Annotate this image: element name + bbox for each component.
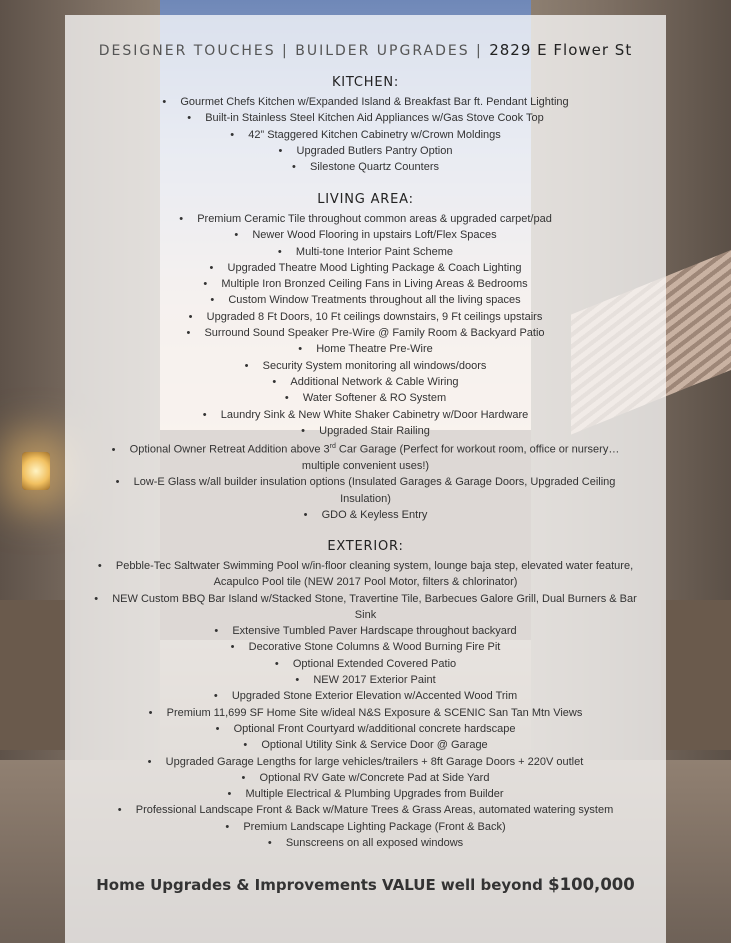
bullet: • — [230, 641, 235, 654]
list-item — [65, 721, 666, 737]
item-text: Optional RV Gate w/Concrete Pad at Side Yard — [259, 771, 490, 784]
bullet: • — [225, 820, 230, 833]
item-text: NEW 2017 Exterior Paint — [313, 674, 436, 687]
bullet: • — [244, 359, 249, 372]
kitchen-section — [65, 74, 666, 175]
list-item — [65, 374, 666, 390]
item-text: Newer Wood Flooring in upstairs Loft/Flex Spaces — [252, 229, 497, 242]
list-item — [65, 591, 666, 624]
list-item — [65, 159, 666, 175]
list-item-owner-retreat — [65, 439, 666, 474]
item-text: Pebble-Tec Saltwater Swimming Pool w/in-floor cleaning system, lounge baja step, elevated water feature, Acapulco Pool tile (NEW 2017 Pool Motor, filters & chlorinator) — [115, 560, 634, 589]
bullet: • — [94, 592, 99, 605]
bullet: • — [147, 755, 152, 768]
header-title: DESIGNER TOUCHES | BUILDER UPGRADES | — [98, 43, 483, 59]
list-item — [65, 227, 666, 243]
wall-lamp — [22, 452, 50, 490]
exterior-section — [65, 538, 666, 851]
bullet: • — [227, 788, 232, 801]
list-item — [65, 407, 666, 423]
bullet: • — [284, 392, 289, 405]
bullet: • — [115, 476, 120, 489]
content-panel — [65, 15, 666, 943]
stone-column-right — [661, 600, 731, 750]
item-text: Multiple Electrical & Plumbing Upgrades from Builder — [245, 788, 504, 801]
bullet: • — [162, 96, 167, 108]
bullet: • — [202, 408, 207, 421]
list-item — [65, 835, 666, 851]
item-text-superscript: rd — [329, 443, 336, 451]
stone-column-left — [0, 600, 70, 750]
bullet: • — [209, 261, 214, 274]
item-text: Additional Network & Cable Wiring — [290, 375, 459, 388]
item-text: NEW Custom BBQ Bar Island w/Stacked Stone, Travertine Tile, Barbecues Galore Grill, Dual Burners & Bar Sink — [112, 592, 637, 621]
list-item — [65, 705, 666, 721]
bullet: • — [215, 722, 220, 735]
bullet: • — [188, 310, 193, 323]
list-item — [65, 754, 666, 770]
bullet: • — [213, 690, 218, 703]
item-text: Water Softener & RO System — [302, 392, 447, 405]
bullet: • — [187, 112, 192, 125]
list-item — [65, 770, 666, 786]
header-address: 2829 E Flower St — [489, 41, 633, 59]
bullet: • — [278, 144, 283, 157]
page-header — [65, 41, 666, 59]
exterior-list — [65, 558, 666, 851]
bullet: • — [291, 161, 296, 174]
item-text: Sunscreens on all exposed windows — [285, 837, 464, 850]
list-item — [65, 390, 666, 406]
bullet: • — [277, 245, 282, 258]
list-item — [65, 309, 666, 325]
bullet: • — [274, 657, 279, 670]
list-item — [65, 786, 666, 802]
list-item — [65, 276, 666, 292]
bullet: • — [186, 327, 191, 340]
item-text: Multi-tone Interior Paint Scheme — [295, 245, 454, 258]
list-item — [65, 672, 666, 688]
list-item — [65, 110, 666, 126]
list-item — [65, 127, 666, 143]
footer-summary — [65, 875, 666, 894]
item-text: Extensive Tumbled Paver Hardscape throughout backyard — [232, 625, 517, 638]
list-item — [65, 94, 666, 110]
item-text: Upgraded Garage Lengths for large vehicles/trailers + 8ft Garage Doors + 220V outlet — [165, 755, 584, 768]
bullet: • — [97, 560, 102, 572]
list-item — [65, 341, 666, 357]
bullet: • — [117, 804, 122, 817]
bullet: • — [203, 278, 208, 291]
item-text: Silestone Quartz Counters — [309, 161, 439, 174]
item-text: Premium 11,699 SF Home Site w/ideal N&S Exposure & SCENIC San Tan Mtn Views — [166, 706, 583, 719]
item-text: Security System monitoring all windows/doors — [262, 359, 487, 372]
item-text: Surround Sound Speaker Pre-Wire @ Family Room & Backyard Patio — [204, 327, 545, 340]
list-item — [65, 474, 666, 507]
list-item — [65, 260, 666, 276]
item-text: Gourmet Chefs Kitchen w/Expanded Island & Breakfast Bar ft. Pendant Lighting — [180, 96, 569, 108]
bullet: • — [111, 443, 116, 456]
item-text: Upgraded 8 Ft Doors, 10 Ft ceilings downstairs, 9 Ft ceilings upstairs — [206, 310, 543, 323]
list-item — [65, 423, 666, 439]
list-item — [65, 358, 666, 374]
bullet: • — [298, 343, 303, 356]
living-title: LIVING AREA: — [317, 192, 414, 207]
bullet: • — [179, 213, 184, 225]
list-item — [65, 737, 666, 753]
list-item — [65, 623, 666, 639]
bullet: • — [272, 375, 277, 388]
item-text: Professional Landscape Front & Back w/Mature Trees & Grass Areas, automated watering system — [135, 804, 614, 817]
item-text: Optional Extended Covered Patio — [292, 657, 457, 670]
item-text: Upgraded Butlers Pantry Option — [296, 144, 453, 157]
item-text: Upgraded Stone Exterior Elevation w/Accented Wood Trim — [231, 690, 518, 703]
bullet: • — [210, 294, 215, 307]
item-text: Decorative Stone Columns & Wood Burning Fire Pit — [248, 641, 501, 654]
item-text: Premium Ceramic Tile throughout common areas & upgraded carpet/pad — [197, 213, 552, 225]
item-text: Upgraded Theatre Mood Lighting Package & Coach Lighting — [227, 261, 522, 274]
item-text-before: Optional Owner Retreat Addition above 3 — [129, 443, 330, 456]
item-text: 42” Staggered Kitchen Cabinetry w/Crown Moldings — [248, 128, 501, 141]
item-text-after: Car Garage (Perfect for workout room, office or nursery… multiple convenient uses!) — [301, 443, 620, 473]
living-section — [65, 191, 666, 523]
list-item — [65, 558, 666, 591]
item-text: Optional Utility Sink & Service Door @ Garage — [261, 739, 488, 752]
living-list — [65, 211, 666, 523]
bullet: • — [241, 771, 246, 784]
footer-value: $100,000 — [548, 875, 635, 894]
bullet: • — [267, 837, 272, 850]
list-item — [65, 656, 666, 672]
kitchen-title: KITCHEN: — [331, 75, 400, 90]
item-text: Multiple Iron Bronzed Ceiling Fans in Living Areas & Bedrooms — [221, 278, 528, 291]
list-item — [65, 143, 666, 159]
list-item — [65, 639, 666, 655]
item-text: Home Theatre Pre-Wire — [316, 343, 433, 356]
exterior-title: EXTERIOR: — [327, 539, 404, 554]
item-text: Premium Landscape Lighting Package (Front & Back) — [243, 820, 506, 833]
list-item — [65, 819, 666, 835]
bullet: • — [295, 674, 300, 687]
list-item — [65, 244, 666, 260]
kitchen-list — [65, 94, 666, 175]
item-text: Built-in Stainless Steel Kitchen Aid Appliances w/Gas Stove Cook Top — [205, 112, 544, 125]
bullet: • — [301, 424, 306, 437]
footer-text: Home Upgrades & Improvements VALUE well beyond — [96, 876, 543, 894]
item-text: Optional Front Courtyard w/additional concrete hardscape — [233, 722, 516, 735]
bullet: • — [243, 739, 248, 752]
bullet: • — [234, 229, 239, 242]
item-text: GDO & Keyless Entry — [321, 509, 428, 521]
list-item — [65, 325, 666, 341]
list-item — [65, 292, 666, 308]
item-text: Laundry Sink & New White Shaker Cabinetry w/Door Hardware — [220, 408, 529, 421]
list-item — [65, 802, 666, 818]
bullet: • — [230, 128, 235, 141]
item-text: Upgraded Stair Railing — [319, 424, 430, 437]
item-text: Custom Window Treatments throughout all the living spaces — [228, 294, 521, 307]
item-text: Low-E Glass w/all builder insulation options (Insulated Garages & Garage Doors, Upgraded Ceiling Insulation) — [133, 476, 616, 505]
list-item — [65, 211, 666, 227]
bullet: • — [303, 509, 308, 521]
bullet: • — [148, 706, 153, 719]
bullet: • — [214, 625, 219, 638]
list-item — [65, 507, 666, 523]
list-item — [65, 688, 666, 704]
